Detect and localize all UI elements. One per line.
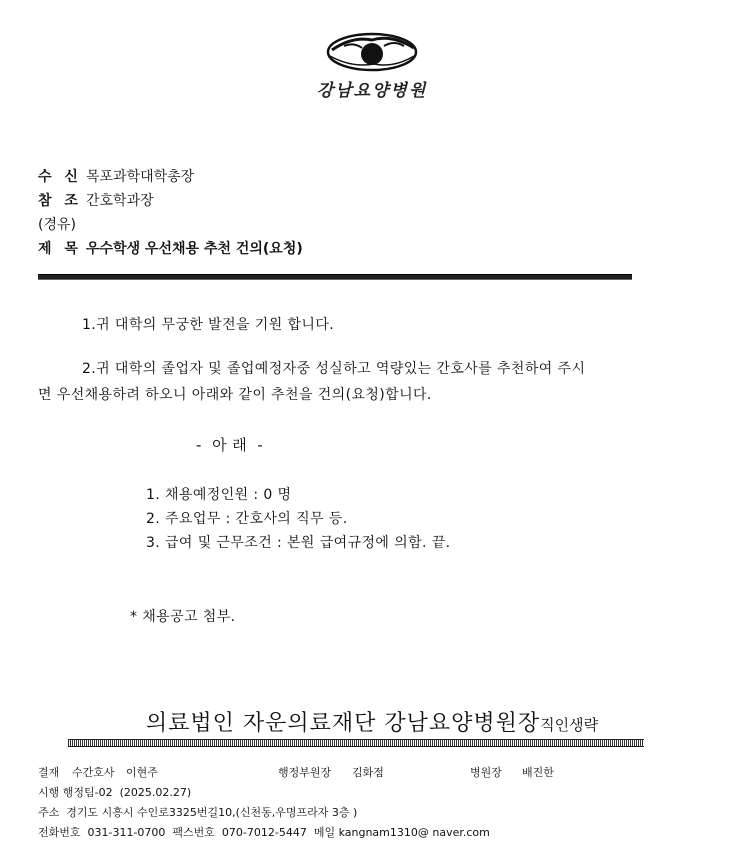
approver-1-title: 수간호사 <box>72 766 115 779</box>
recipient-label: 수 신 <box>38 169 82 185</box>
paragraph-2-line-2: 면 우선채용하려 하오니 아래와 같이 추천을 건의(요청)합니다. <box>38 387 432 403</box>
via-label: (경유) <box>38 217 76 233</box>
address-line: 주소 경기도 시흥시 수인로3325번길10,(신천동,우명프라자 3층 ) <box>38 806 358 819</box>
subject-label: 제 목 <box>38 241 82 257</box>
recipient-value: 목포과학대학총장 <box>86 169 195 185</box>
approver-1-name: 이현주 <box>126 766 158 779</box>
reference-value: 간호학과장 <box>86 193 154 209</box>
item-2: 2. 주요업무 : 간호사의 직무 등. <box>146 511 348 527</box>
footer-divider <box>68 739 644 747</box>
approver-3-title: 병원장 <box>470 766 502 779</box>
issuer-name: 의료법인 자운의료재단 강남요양병원장 <box>145 711 541 736</box>
contact-line: 전화번호 031-311-0700 팩스번호 070-7012-5447 메일 kangnam1310@ naver.com <box>38 826 490 839</box>
item-1: 1. 채용예정인원 : 0 명 <box>146 487 292 503</box>
approver-2-name: 김화점 <box>352 766 384 779</box>
attachment-note: * 채용공고 첨부. <box>130 609 236 625</box>
seal-omitted-note: 직인생략 <box>540 716 599 734</box>
globe-emblem-icon <box>322 28 422 74</box>
approval-label: 결재 <box>38 766 60 779</box>
subject-row <box>38 238 303 258</box>
reference-label: 참 조 <box>38 193 82 209</box>
recipient-row <box>38 166 194 186</box>
logo-text: 강남요양병원 <box>316 81 428 101</box>
issuer-line <box>0 706 744 737</box>
header-divider <box>38 274 632 280</box>
via-row <box>38 214 76 234</box>
subject-value: 우수학생 우선채용 추천 건의(요청) <box>86 241 303 257</box>
item-3: 3. 급여 및 근무조건 : 본원 급여규정에 의함. 끝. <box>146 535 451 551</box>
reference-row <box>38 190 154 210</box>
paragraph-2-line-1: 2.귀 대학의 졸업자 및 졸업예정자중 성실하고 역량있는 간호사를 추천하여 주시 <box>82 361 586 377</box>
enforcement-line: 시행 행정팀-02 (2025.02.27) <box>38 786 192 799</box>
paragraph-1: 1.귀 대학의 무궁한 발전을 기원 합니다. <box>82 317 335 333</box>
below-heading: - 아 래 - <box>196 436 264 454</box>
hospital-logo <box>0 28 744 101</box>
approver-3-name: 배진한 <box>522 766 554 779</box>
approver-2-title: 행정부원장 <box>278 766 332 779</box>
